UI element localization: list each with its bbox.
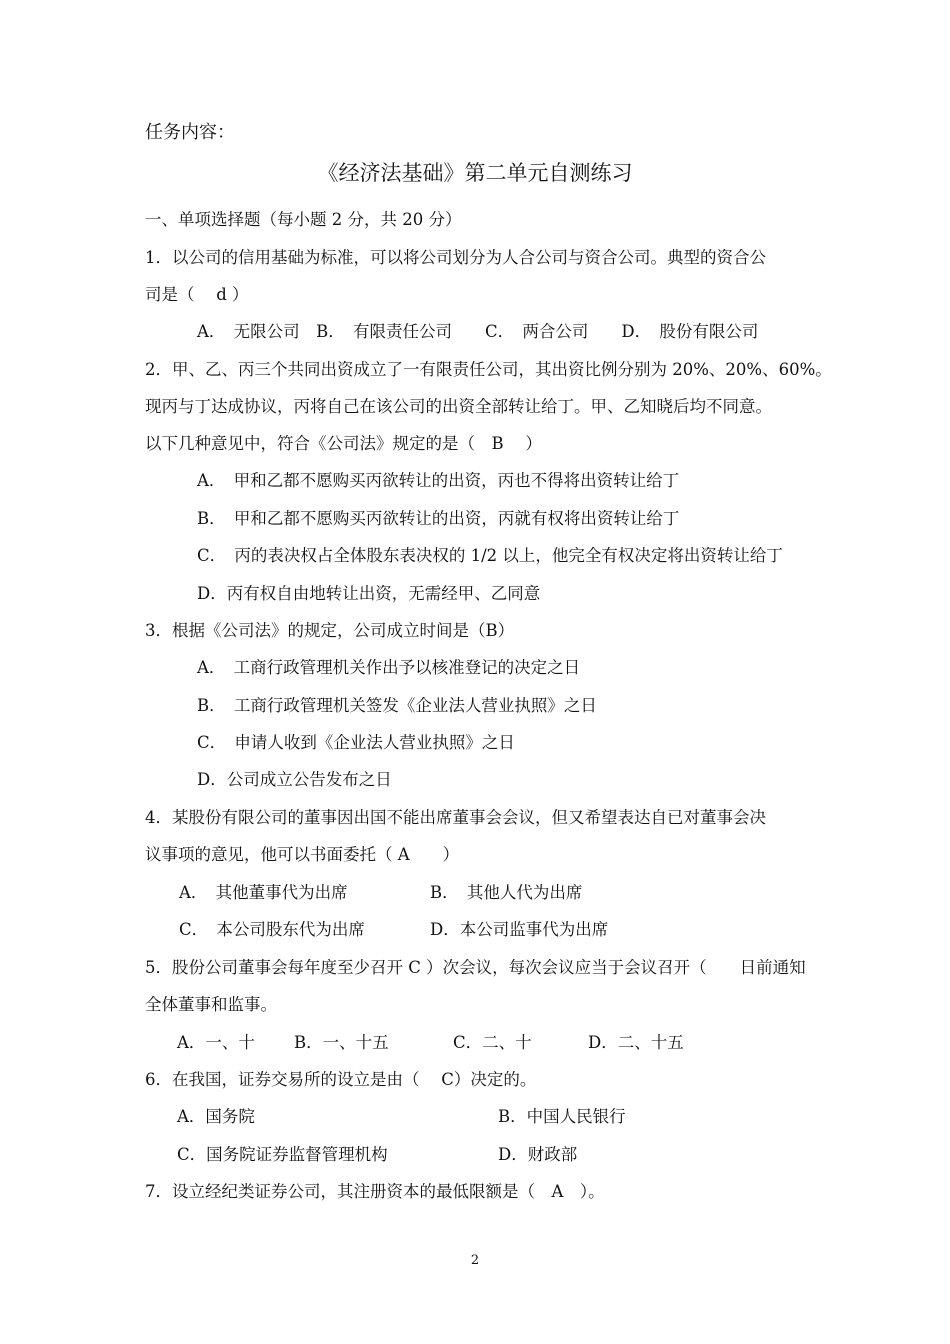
question-1-options: A． 无限公司 B． 有限责任公司 C． 两合公司 D． 股份有限公司	[197, 322, 759, 341]
question-5-option-c: C．二、十	[453, 1033, 532, 1052]
question-4-option-c: C． 本公司股东代为出席	[179, 920, 365, 939]
question-2-line-2: 现丙与丁达成协议，丙将自己在该公司的出资全部转让给丁。甲、乙知晓后均不同意。	[145, 397, 772, 416]
question-5-option-a: A．一、十	[177, 1033, 255, 1052]
question-4-line-1: 4．某股份有限公司的董事因出国不能出席董事会会议，但又希望表达自已对董事会决	[145, 808, 766, 827]
question-2-option-c: C． 丙的表决权占全体股东表决权的 1/2 以上，他完全有权决定将出资转让给丁	[197, 546, 783, 565]
question-1-line-1: 1．以公司的信用基础为标准，可以将公司划分为人合公司与资合公司。典型的资合公	[145, 248, 766, 267]
question-5-line-2: 全体董事和监事。	[145, 995, 277, 1014]
question-3-line-1: 3．根据《公司法》的规定，公司成立时间是（B）	[145, 621, 515, 640]
question-6-option-a: A．国务院	[177, 1107, 255, 1126]
question-5-option-d: D．二、十五	[588, 1033, 684, 1052]
question-5-option-b: B．一、十五	[294, 1033, 389, 1052]
question-3-option-b: B． 工商行政管理机关签发《企业法人营业执照》之日	[197, 696, 597, 715]
page-title: 《经济法基础》第二单元自测练习	[317, 161, 633, 185]
question-6-line-1: 6．在我国，证券交易所的设立是由（ C）决定的。	[145, 1070, 537, 1089]
question-4-option-d: D．本公司监事代为出席	[430, 920, 609, 939]
question-3-option-a: A． 工商行政管理机关作出予以核准登记的决定之日	[197, 658, 581, 677]
question-4-line-2: 议事项的意见，他可以书面委托（ A ）	[145, 845, 460, 864]
question-6-option-b: B．中国人民银行	[498, 1107, 626, 1126]
question-3-option-c: C． 申请人收到《企业法人营业执照》之日	[197, 733, 515, 752]
question-5-line-1: 5．股份公司董事会每年度至少召开 C ）次会议，每次会议应当于会议召开（ 日前通知	[145, 958, 806, 977]
page-number: 2	[470, 1253, 480, 1268]
question-4-option-b: B． 其他人代为出席	[430, 883, 583, 902]
question-2-option-b: B． 甲和乙都不愿购买丙欲转让的出资，丙就有权将出资转让给丁	[197, 509, 680, 528]
question-6-option-c: C．国务院证券监督管理机构	[177, 1145, 388, 1164]
question-7-line-1: 7．设立经纪类证券公司，其注册资本的最低限额是（ A ）。	[145, 1182, 605, 1201]
question-3-option-d: D．公司成立公告发布之日	[197, 770, 392, 789]
question-2-option-a: A． 甲和乙都不愿购买丙欲转让的出资，丙也不得将出资转让给丁	[197, 471, 680, 490]
question-4-option-a: A． 其他董事代为出席	[179, 883, 348, 902]
question-2-line-1: 2．甲、乙、丙三个共同出资成立了一有限责任公司，其出资比例分别为 20%、20%、60%。	[145, 360, 832, 379]
question-6-option-d: D．财政部	[498, 1145, 578, 1164]
task-label: 任务内容：	[145, 122, 235, 143]
question-2-line-3: 以下几种意见中，符合《公司法》规定的是（ B ）	[145, 434, 542, 453]
question-1-line-2: 司是（ d ）	[145, 285, 249, 304]
section-heading: 一、单项选择题（每小题 2 分，共 20 分）	[145, 210, 462, 229]
question-2-option-d: D．丙有权自由地转让出资，无需经甲、乙同意	[197, 584, 541, 603]
